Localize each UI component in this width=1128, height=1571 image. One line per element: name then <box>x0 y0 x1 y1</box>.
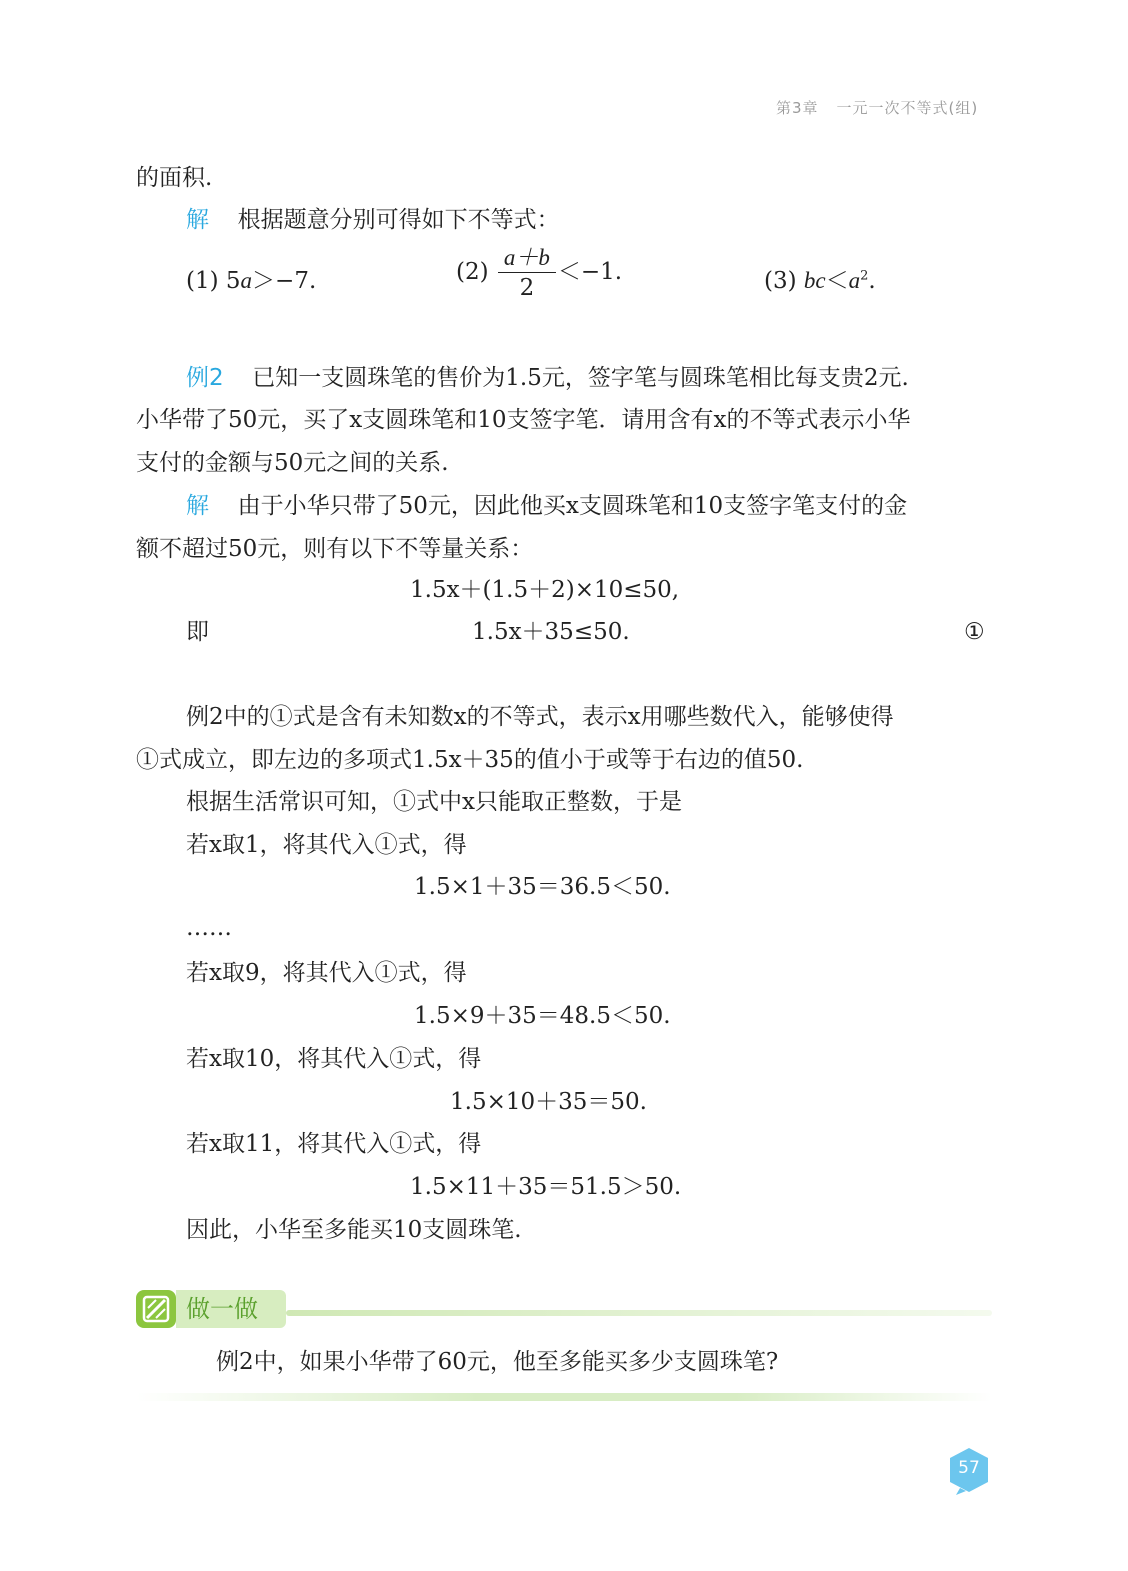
page-number-badge <box>946 1446 992 1496</box>
inequality-1: (1) 5a＞−7. <box>186 268 317 294</box>
equation-2: 1.5x＋35≤50. <box>472 619 630 645</box>
equation-marker: ① <box>964 619 985 645</box>
example2-line3: 支付的金额与50元之间的关系. <box>136 450 449 476</box>
conclusion: 因此，小华至多能买10支圆珠笔. <box>186 1217 522 1243</box>
ellipsis: …… <box>186 915 232 941</box>
equation-1: 1.5x＋(1.5＋2)×10≤50, <box>410 577 680 603</box>
fraction: $\frac{a+b}{2}$ <box>498 246 556 300</box>
example2-line2: 小华带了50元，买了x支圆珠笔和10支签字笔．请用含有x的不等式表示小华 <box>136 407 911 433</box>
discussion-p2: 根据生活常识可知，①式中x只能取正整数，于是 <box>186 789 682 815</box>
equation-case-11: 1.5×11＋35＝51.5＞50. <box>410 1174 682 1200</box>
example-keyword: 例2 <box>186 365 224 391</box>
chapter-number: 第3章 <box>776 99 819 117</box>
inequality-3: (3) $bc<a^2$. <box>764 268 876 294</box>
solution1-text: 根据题意分别可得如下不等式： <box>237 207 560 233</box>
activity-question: 例2中，如果小华带了60元，他至多能买多少支圆珠笔? <box>216 1349 779 1375</box>
discussion-p1b: ①式成立，即左边的多项式1.5x＋35的值小于或等于右边的值50. <box>136 747 804 773</box>
equation-prefix: 即 <box>186 619 209 645</box>
chapter-title: 一元一次不等式(组) <box>836 99 979 117</box>
case-1: 若x取1，将其代入①式，得 <box>186 832 467 858</box>
solution2-line1: 解 由于小华只带了50元，因此他买x支圆珠笔和10支签字笔支付的金 <box>186 493 908 519</box>
solution1-line <box>186 200 560 240</box>
equation-case-10: 1.5×10＋35＝50. <box>450 1089 647 1115</box>
solution-keyword: 解 <box>186 493 209 519</box>
equation-case-1: 1.5×1＋35＝36.5＜50. <box>414 874 671 900</box>
discussion-p1a: 例2中的①式是含有未知数x的不等式，表示x用哪些数代入，能够使得 <box>186 704 894 730</box>
activity-title: 做一做 <box>176 1290 286 1328</box>
case-10: 若x取10，将其代入①式，得 <box>186 1046 482 1072</box>
solution-keyword: 解 <box>186 207 209 233</box>
pencil-ruler-icon <box>136 1290 176 1328</box>
example2-line1: 例2 已知一支圆珠笔的售价为1.5元，签字笔与圆珠笔相比每支贵2元. <box>186 365 909 391</box>
inequality-2: (2) $\frac{a+b}{2}$ ＜−1. <box>456 245 623 301</box>
activity-bottom-rule <box>136 1393 992 1401</box>
banner-rule <box>286 1310 992 1316</box>
activity-banner <box>136 1288 992 1328</box>
case-11: 若x取11，将其代入①式，得 <box>186 1131 482 1157</box>
page-number: 57 <box>958 1458 980 1478</box>
case-9: 若x取9，将其代入①式，得 <box>186 960 467 986</box>
intro-tail: 的面积. <box>136 165 213 191</box>
equation-case-9: 1.5×9＋35＝48.5＜50. <box>414 1003 671 1029</box>
solution2-line2: 额不超过50元，则有以下不等量关系： <box>136 536 534 562</box>
running-header <box>776 97 978 118</box>
